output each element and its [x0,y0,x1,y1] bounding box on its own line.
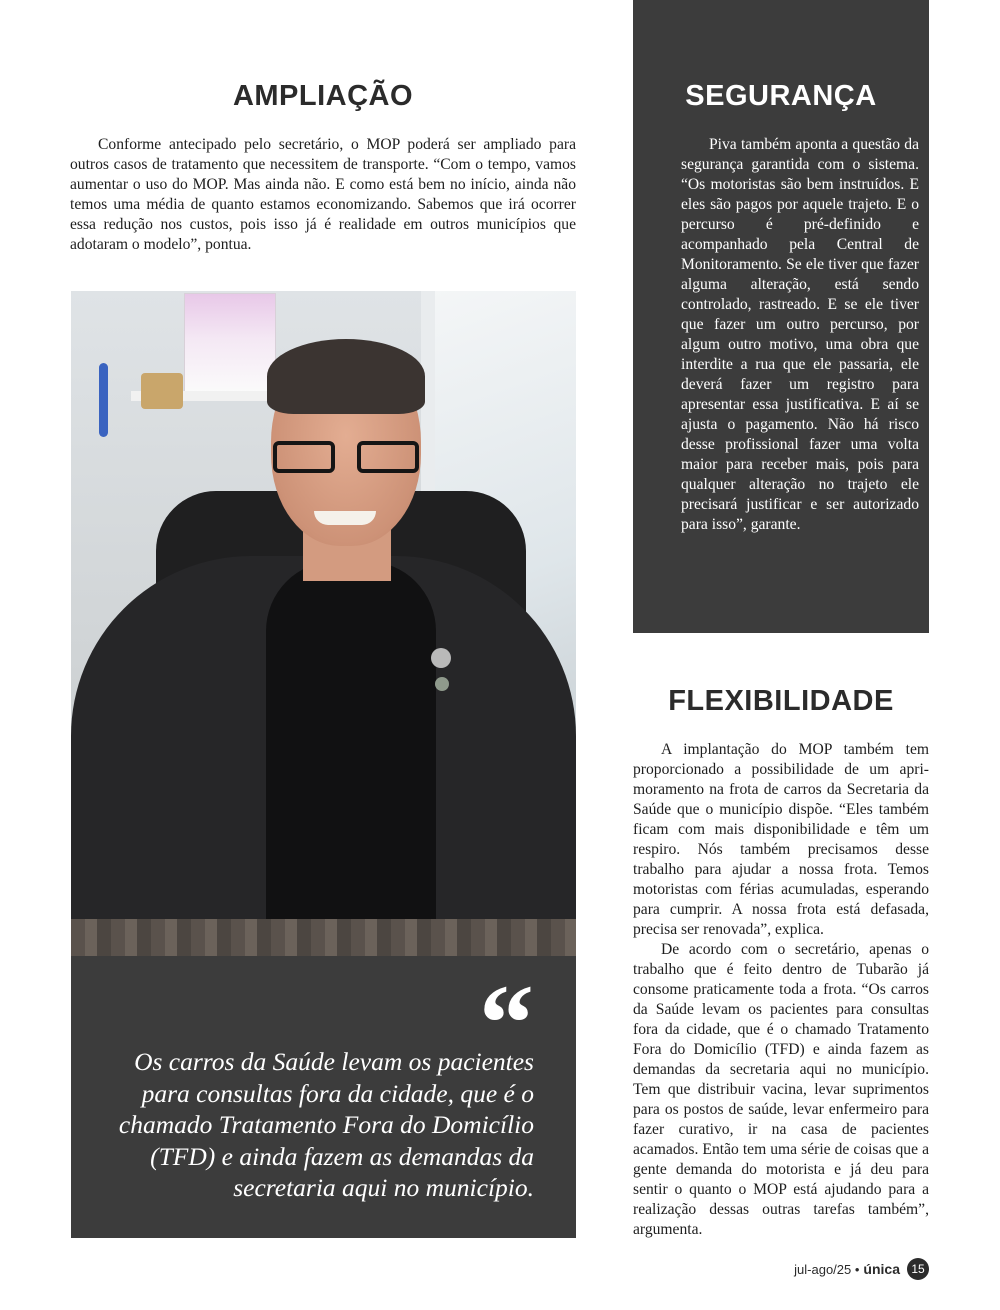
photo-glasses [273,441,419,475]
paragraph: Conforme antecipado pelo secretário, o MOP poderá ser ampliado para outros casos de tratamento que necessitem de transporte. “Com o tempo, vamos aumentar o uso do MOP. Mas ainda não. E como está bem no início, ainda não temos uma média de quanto estamos economizando. Sabemos que irá ocorrer essa redução nos custos, pois isso já é realidade em outros municípios que adotaram o modelo”, pontua. [70,136,576,253]
photo-lapel-pin [431,648,451,668]
photo-desk [71,919,576,956]
quote-mark-icon: “ [479,962,534,1084]
paragraph: Piva também aponta a questão da segurança garantida com o sistema. “Os motoristas são bem instruídos. E eles são pagos por aquele trajeto. E o percurso é pré-definido e acompanhado pela Central de Monitoramento. Se ele tiver que fazer alguma alteração, está sendo controlado, rastreado. E se ele tiver que fazer um outro percurso, por algum outro motivo, uma obra que interdite a rua que ele passaria, ele deverá fazer um registro para apresentar essa justificativa. E aí se ajusta o pagamento. Não há risco desse profissional fazer uma volta maior para receber mais, pois para qualquer alteração no trajeto ele precisará justificar e ser autorizado para isso”, garante. [681,136,919,533]
page-footer [794,1258,929,1280]
issue-date: jul-ago/25 • [794,1261,860,1277]
magazine-brand: única [863,1261,900,1277]
photo-hair [267,339,425,414]
portrait-photo [71,291,576,956]
photo-cabinet-handle [99,363,108,437]
paragraph: De acordo com o secretário, apenas o trabalho que é feito dentro de Tubarão já consome praticamente toda a frota. “Os carros da Saúde levam os pacientes para consultas fora da cidade, que é o chamado Tratamento Fora do Domicílio (TFD) e ainda fazem as demandas da secretaria aqui no município. Tem que distribuir vacina, levar suprimentos para os postos de saúde, levar enfermeiro para fazer curativo, ir na casa de pacientes acamados. Então tem uma série de coisas que a gente demanda do motorista e já deu para sentir o quanto o MOP está ajudando para a realização dessas outras tarefas também”, argumenta. [633,941,929,1238]
paragraph: A implantação do MOP também tem proporcionado a possibilidade de um aprimoramento na frota de carros da Secretaria da Saúde que o município dispõe. “Eles também ficam com mais disponibilidade e têm um respiro. Nós também precisamos desse trabalho para ajudar a nossa frota. Temos motoristas com férias acumuladas, esperando para cumprir. A nossa frota está defasada, precisa ser renovada”, explica. [633,741,929,938]
section-heading-seguranca: SEGURANÇA [685,80,877,112]
page-number: 15 [907,1258,929,1280]
section-heading-flexibilidade: FLEXIBILIDADE [668,685,894,717]
section-heading-ampliacao: AMPLIAÇÃO [232,80,414,112]
pull-quote-text: Os carros da Saúde levam os pacientes para consultas fora da cidade, que é o chamado Tratamento Fora do Domicílio (TFD) e ainda fazem as demandas da secretaria aqui no município. [118,1047,534,1202]
sidebar-box-seguranca [633,0,929,633]
photo-smile [314,511,376,525]
pull-quote [71,956,576,1238]
section-body-flexibilidade [633,740,929,1240]
section-body-ampliacao [70,135,576,255]
photo-lapel-pin [435,677,449,691]
photo-sweater [266,561,436,956]
photo-poster [184,293,276,395]
section-body-seguranca [681,135,919,535]
photo-jar [141,373,183,409]
